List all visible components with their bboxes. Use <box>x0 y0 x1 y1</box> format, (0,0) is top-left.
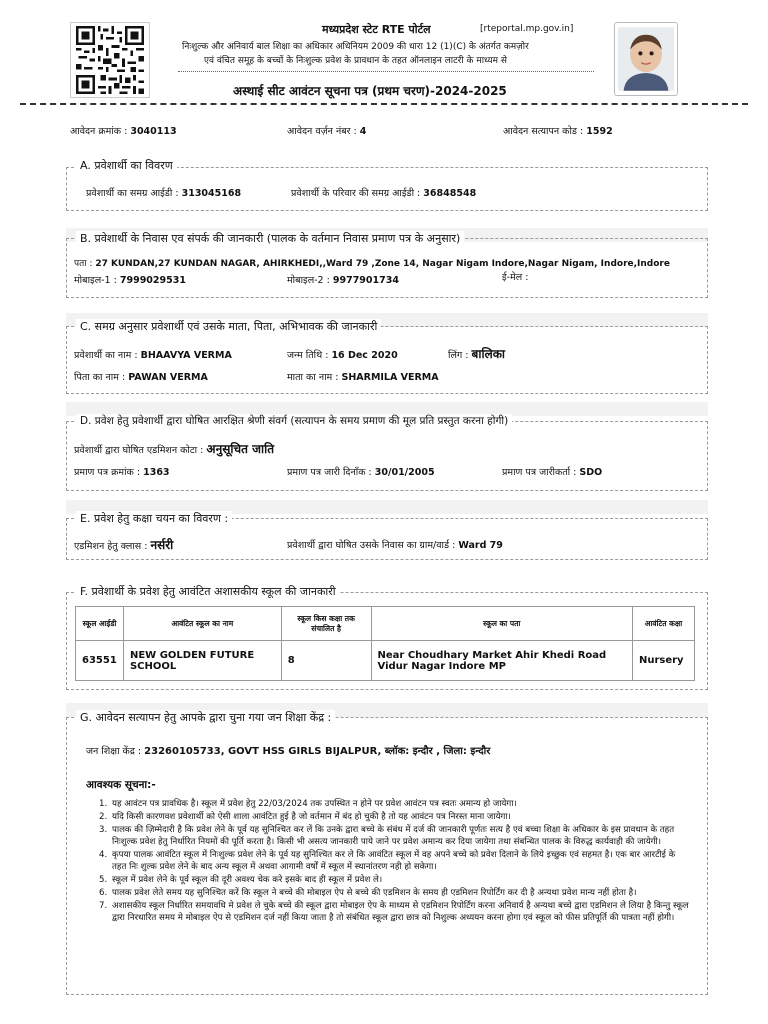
certificate-issuer: प्रमाण पत्र जारीकर्ता : SDO <box>502 467 603 478</box>
table-row <box>76 641 695 681</box>
list-item <box>99 811 692 823</box>
list-text: स्कूल में प्रवेश लेने के पूर्व स्कूल की दूरी अवश्य चेक करे इसके बाद ही स्कूल में प्रवेश ले। <box>112 875 383 885</box>
school-address-cell: Near Choudhary Market Ahir Khedi Road Vidur Nagar Indore MP <box>371 641 632 681</box>
list-text: अशासकीय स्कूल निर्धारित समयावधि मे प्रवेश ले चुके बच्चे की स्कूल द्वारा मोबाइल ऐप के माध्यम से एडमिशन रिपोर्टिंग करना अनिवार्य है अन्यथा बच्चे द्वारा एडमिशन ले लिया है किन्तु स्कूल द्वारा निरधारित समय मे मोबाइल ऐप से एडमिशन दर्ज नहीं किया जाता है तो संबंधित स्कूल द्वारा छात्र को निशुल्क अध्ययन करना होगा एवं स्कूल को फीस प्रतिपूर्ति की पात्रता नहीं होगी। <box>112 901 689 923</box>
section-b-title: B. प्रवेशार्थी के निवास एव संपर्क की जानकारी (पालक के वर्तमान निवास प्रमाण पत्र के अनुसार) <box>76 231 464 246</box>
father-name: पिता का नाम : PAWAN VERMA <box>74 372 208 383</box>
declared-ward: प्रवेशार्थी द्वारा घोषित उसके निवास का ग्राम/वार्ड : Ward 79 <box>287 540 503 551</box>
list-number: 2. <box>99 812 108 822</box>
header-school-name: आवंटित स्कूल का नाम <box>123 607 281 641</box>
certificate-issue-date: प्रमाण पत्र जारी दिनाँक : 30/01/2005 <box>287 467 435 478</box>
header-allotted-class: आवंटित कक्षा <box>632 607 694 641</box>
jan-shiksha-kendra: जन शिक्षा केंद्र : 23260105733, GOVT HSS GIRLS BIJALPUR, ब्लॉक: इन्दौर , जिला: इन्दौर <box>86 746 491 757</box>
school-id-cell: 63551 <box>76 641 124 681</box>
admission-class: एडमिशन हेतु क्लास : नर्सरी <box>74 538 174 552</box>
list-item <box>99 824 692 848</box>
list-text: यदि किसी कारणवश प्रवेशार्थी को ऐसी शाला आवंटित हुई है जो वर्तमान में बंद हो चुकी है तो यह आवंटन पत्र निरस्त माना जायेगा। <box>112 812 511 822</box>
section-e-title: E. प्रवेश हेतु कक्षा चयन का विवरण : <box>76 511 232 526</box>
list-number: 1. <box>99 799 108 809</box>
section-c-title: C. समग्र अनुसार प्रवेशार्थी एवं उसके माता, पिता, अभिभावक की जानकारी <box>76 319 381 334</box>
student-samagra-id: प्रवेशार्थी का समग्र आईडी : 313045168 <box>86 188 242 199</box>
header-school-address: स्कूल का पता <box>371 607 632 641</box>
student-name: प्रवेशार्थी का नाम : BHAAVYA VERMA <box>74 350 232 361</box>
header-max-class: स्कूल किस कक्षा तक संचालित है <box>281 607 371 641</box>
mobile-2: मोबाइल-2 : 9977901734 <box>287 275 399 286</box>
important-notice-list <box>99 798 692 925</box>
list-number: 6. <box>99 888 108 898</box>
verification-code: आवेदन सत्यापन कोड : 1592 <box>503 126 613 137</box>
allotted-school-table <box>75 606 695 681</box>
document-title: अस्थाई सीट आवंटन सूचना पत्र (प्रथम चरण)-2024-2025 <box>233 84 507 98</box>
family-samagra-id: प्रवेशार्थी के परिवार की समग्र आईडी : 36848548 <box>291 188 477 199</box>
list-text: पालक की ज़िम्मेदारी है कि प्रवेश लेने के पूर्व यह सुनिश्चित कर लें कि उनके द्वारा बच्चे के संबंध में दर्ज की जानकारी पूर्णतः सत्य है एवं बच्चा शिक्षा के अधिकार के इस प्रावधान के तहत निःशुल्क प्रवेश हेतु निर्धारित नियमों की पूर्ति करता है। किसी भी असत्य जानकारी पाये जाने पर प्रवेश अमान्य कर दिया जायेगा तथा संबन्धित पालक के विरुद्ध कार्यवाही की जायेगी। <box>112 825 675 847</box>
email: ई-मेल : <box>502 272 529 283</box>
portal-title: मध्यप्रदेश स्टेट RTE पोर्टल <box>322 23 431 36</box>
mother-name: माता का नाम : SHARMILA VERMA <box>287 372 439 383</box>
header-subtitle-line1: निःशुल्क और अनिवार्य बाल शिक्षा का अधिकार अधिनियम 2009 की धारा 12 (1)(C) के अंतर्गत कमज़ोर <box>182 42 529 52</box>
header-subtitle-line2: एवं वंचित समूह के बच्चों के निःशुल्क प्रवेश के प्रावधान के तहत ऑनलाइन लाटरी के माध्यम से <box>204 56 507 66</box>
list-item <box>99 798 692 810</box>
list-number: 7. <box>99 901 108 911</box>
list-item <box>99 874 692 886</box>
allotted-class-cell: Nursery <box>632 641 694 681</box>
header-dashed-divider <box>20 103 748 105</box>
certificate-number: प्रमाण पत्र क्रमांक : 1363 <box>74 467 170 478</box>
list-item <box>99 887 692 899</box>
list-item <box>99 900 692 924</box>
date-of-birth: जन्म तिथि : 16 Dec 2020 <box>287 350 398 361</box>
list-item <box>99 849 692 873</box>
qr-code <box>70 22 150 98</box>
important-notice-heading: आवश्यक सूचना:- <box>86 779 156 791</box>
header-divider <box>178 71 594 72</box>
section-a-title: A. प्रवेशार्थी का विवरण <box>76 158 177 173</box>
admission-quota: प्रवेशार्थी द्वारा घोषित एडमिशन कोटा : अनुसूचित जाति <box>74 442 275 456</box>
table-header-row <box>76 607 695 641</box>
list-text: यह आवंटन पत्र प्रावधिक है। स्कूल में प्रवेश हेतु 22/03/2024 तक उपस्थित न होने पर प्रवेश आवंटन पत्र स्वतः अमान्य हो जायेगा। <box>112 799 517 809</box>
student-photo <box>614 22 678 96</box>
list-number: 5. <box>99 875 108 885</box>
mobile-1: मोबाइल-1 : 7999029531 <box>74 275 186 286</box>
section-f-title: F. प्रवेशार्थी के प्रवेश हेतु आवंटित अशासकीय स्कूल की जानकारी <box>76 584 340 599</box>
max-class-cell: 8 <box>281 641 371 681</box>
gender: लिंग : बालिका <box>448 347 506 361</box>
list-number: 3. <box>99 825 108 835</box>
address: पता : 27 KUNDAN,27 KUNDAN NAGAR, AHIRKHEDI,,Ward 79 ,Zone 14, Nagar Nigam Indore,Nagar Nigam, Indore,Indore <box>74 259 670 269</box>
section-g-title: G. आवेदन सत्यापन हेतु आपके द्वारा चुना गया जन शिक्षा केंद्र : <box>76 710 335 725</box>
list-text: पालक प्रवेश लेते समय यह सुनिश्चित करें कि स्कूल ने बच्चे की मोबाइल ऐप से बच्चे की एडमिशन के समय ही एडमिशन रिपोर्टिंग कर दी है अन्यथा प्रवेश मान्य नहीं होता है। <box>112 888 637 898</box>
list-number: 4. <box>99 850 108 860</box>
application-version: आवेदन वर्ज़न नंबर : 4 <box>287 126 367 137</box>
header-school-id: स्कूल आईडी <box>76 607 124 641</box>
list-text: कृपया पालक आवंटित स्कूल में निःशुल्क प्रवेश लेने के पूर्व यह सुनिश्चित कर ले कि आवंटित स्कूल में वह अपने बच्चे को प्रवेश दिलाने के लिये इच्छुक एवं सहमत है। एक बार आरटीई के तहत निः शुल्क प्रवेश लेने के बाद अन्य स्कूल में अथवा आगामी वर्षों में स्कूल में स्थानांतरण नही हो सकेगा। <box>112 850 676 872</box>
portal-url: [rteportal.mp.gov.in] <box>480 24 574 34</box>
section-d-title: D. प्रवेश हेतु प्रवेशार्थी द्वारा घोषित आरक्षित श्रेणी संवर्ग (सत्यापन के समय प्रमाण की मूल प्रति प्रस्तुत करना होगी) <box>76 414 512 428</box>
application-number: आवेदन क्रमांक : 3040113 <box>70 126 177 137</box>
school-name-cell: NEW GOLDEN FUTURE SCHOOL <box>123 641 281 681</box>
